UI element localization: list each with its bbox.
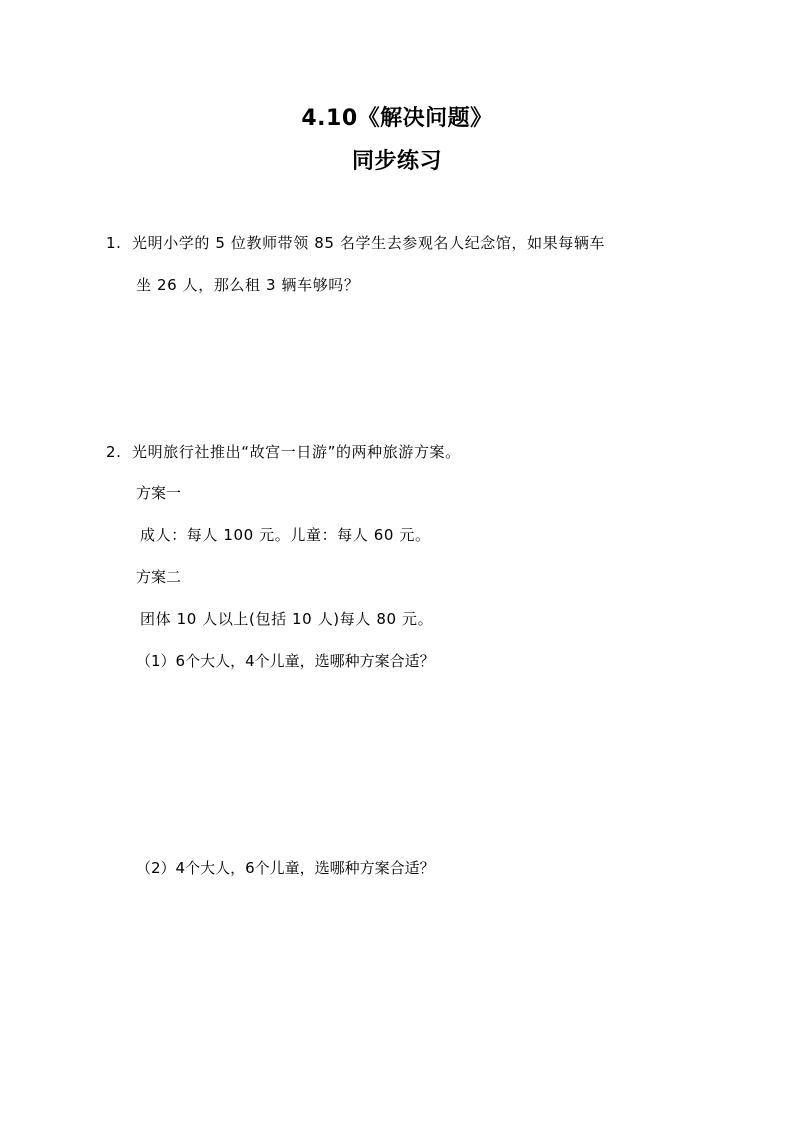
plan-b-label: 方案二 [136, 568, 182, 586]
plan-b-text: 团体 10 人以上(包括 10 人)每人 80 元。 [140, 610, 434, 628]
question-1-line-1 [106, 232, 605, 254]
plan-a-text: 成人：每人 100 元。儿童：每人 60 元。 [140, 526, 431, 544]
plan-a-label: 方案一 [136, 484, 182, 502]
sub-question-1: （1）6个大人，4个儿童，选哪种方案合适？ [136, 652, 435, 670]
page-title: 4.10《解决问题》 [301, 106, 493, 131]
sub-question-2: （2）4个大人，6个儿童，选哪种方案合适？ [136, 859, 435, 877]
question-1-text-1: 光明小学的 5 位教师带领 85 名学生去参观名人纪念馆，如果每辆车 [132, 234, 606, 252]
question-1-line-2: 坐 26 人，那么租 3 辆车够吗？ [136, 276, 360, 294]
question-2-text-1: 光明旅行社推出“故宫一日游”的两种旅游方案。 [132, 443, 461, 461]
question-2-number: 2. [106, 443, 122, 461]
question-1-number: 1. [106, 234, 122, 252]
question-2-line-1 [106, 441, 461, 463]
page-subtitle: 同步练习 [351, 149, 442, 174]
